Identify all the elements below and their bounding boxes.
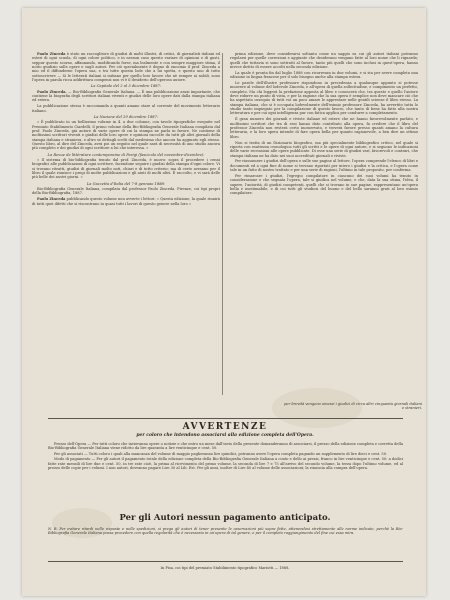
paragraph-text: pubblicando questo volume non avverte i lettori: « Questa edizione, la quale riunirà di tutti quei difetti che si riscontrano in quasi tutti i lavori di questo genere nella loro » <box>32 197 220 206</box>
paragraph <box>230 174 418 196</box>
paragraph <box>32 120 220 150</box>
column-divider <box>222 53 223 395</box>
footer-rule <box>48 561 403 562</box>
printer-footer: In Pisa, coi tipi del premiato Stabilimento tipografico Mariotti — 1888. <box>160 566 290 570</box>
paragraph <box>32 90 220 103</box>
advert-paragraph: Prezzo dell'Opera — Per tutti coloro che invieranno opere o notizie e che entro un mese dall'invio della presente domanderanno di associarsi, il prezzo della edizione completa e corretta della Bio-Bibliografia Generale Italiana viene ridotto da lire quaranta a lire venticinque e cent. 50. <box>48 442 403 451</box>
paragraph <box>230 117 418 139</box>
paragraph-text: prima edizione, deve considerarsi soltanto come un saggio su cui gli autori italiani potranno regolarsi per quelle correzioni e aggiunte che desiderano vengano fatte al loro nome che li riguarda; quelli che tuttavia si sono sottratti al favore, tanto più quelli che sono inclusi in quest'opera, hanno invece diritto di essere accolti nella seconda edizione. <box>230 52 418 70</box>
source-citation: La Capitale del 2 al 3 dicembre 1887: <box>90 84 162 89</box>
advert-paragraph: Modo di pagamento — Per gli autori il pagamento totale della edizione completa della Bio-Bibliografia Generale Italiana a conto e dello ai prezzi, franco in lire venticinque e cent. 50: a dodici fatte rate mensili di lire due e cent. 50, in tre rate cioè, la prima al ricevimento del primo volume, la seconda di lire 7 e 75 all'arrivo del secondo volume, la terza dopo l'ultimo volume, ed al prezzo delle copie per i volumi. I non autori, dovranno pagare Lire 30 al Lib. Est. Per gli anni, inoltre di Lire 40 al volume delle associazioni; la rinuncia alla compra dell'opera. <box>48 457 403 471</box>
paragraph-text: Bio-Bibliografia Generale Italiana, compilata dal professor Paolo Zinceda. Firenze, coi tipi propri della Bio-Bibliografia, 1887. <box>32 187 220 196</box>
paragraph <box>32 104 220 113</box>
two-column-body <box>32 52 418 397</box>
source-citation: La Gazzetta d'Italia del 7-8 gennaio 1888: <box>86 181 166 186</box>
nota-bene: N. B. Per evitare ritardi nelle risposte e nelle spedizioni, si prega gli autori di tener presente le osservazioni più sopra fatte, attenendosi strettamente alle norme indicate, perchè la Bio-Bibliografia Generale Italiana possa procedere con quella regolarità che è necessaria in un'opera di tal genere, e per il completo raggiungimento del fine cui essa mira. <box>48 527 403 536</box>
right-column <box>230 52 418 397</box>
paragraph <box>230 71 418 80</box>
source-citation: La Revue de littérature contemporaine di Parigi (fascicolo del novembre-dicembre): <box>47 152 205 157</box>
author-name: Paolo Zinceda. <box>37 89 67 94</box>
advert-subtitle: per coloro che intendono associarsi alla edizione completa dell'Opera. <box>136 433 314 438</box>
omission-note: per brevità vengono omessi i giudizi di circa altri cinquanta giornali italiani e stranieri. <box>284 402 422 410</box>
paragraph <box>32 158 220 180</box>
paragraph-text: Il gran numero dei giornali e riviste italiane ed estere che ne hanno favorevolmente parlato, e moltissimi scrittori che tra di essi hanno dato contributo alla opera, fa credere che il libro del professor Zinceda non resterà certo inosservato, e troverà favore presso quanti amano la cultura letteraria, e la loro opera intende di fare opera bella per quanto ragionevole, a ben dire un ottimo libro. <box>230 117 418 139</box>
section-rule <box>48 418 403 419</box>
paragraph <box>230 81 418 116</box>
paragraph-text: La pubblicazione stessa è raccomanda a quanti amano stare al corrente del movimento letterario italiano. <box>32 104 220 113</box>
paragraph <box>32 197 220 206</box>
source-citation: La Nazione del 29 dicembre 1887: <box>93 114 159 119</box>
paragraph-text: « Il sistema di bio-bibliografia tenuto dal prof. Zinceda, è nuovo: sopra il procedere i cenni biografici alle pubblicazioni di ogni scrittore, facendone seguire i giudizi della stampa d'ogni colore. Vi si trovano ritratti, giudizi di giornali molto noti, chiari e di tutto criterio; ma di certo avranno per il libro il quale riunisce i pregi di molte pubblicazioni e gli aiuti di molti altri. È raccolto, e vi sarà delle più belle dei nostri giorni. » <box>32 158 220 180</box>
advert-body <box>48 442 403 471</box>
paragraph-text: Non si tratta di un Dizionario biografico, ma più specialmente bibliografico critico, nel quale si riporta con esattezza cronologica tutti gli scritti e le opere di ogni autore, e si seguono le indicazioni delle varie recensioni alle opere pubblicate. Di esse una serie di giudizi vari, favorevoli e contrari, che stampa italiana ne ha dato nei suoi accreditati giornali e riviste. <box>230 140 418 158</box>
paragraph-text: Per rimarcare i giudizi, l'egregio compilatore in ciascuno dei suoi volumi ha tenuto in considerazione e che segnata l'opera, tale si giudica nel volume, e che, data la sua stima, l'idea, il sapere, l'autorità, di giudizi competenti, quelli che si trovano in sue pagine, rappresentano un'opera bella e inestimabile, e di cui tutti gli studiosi del buono e del bello saranno grati al loro esimio compilatore. <box>230 173 418 196</box>
advert-paragraph: Per gli associati — Tutti coloro i quali alla mancanza del volume di maggio pagheranno lire quindici, potranno avere l'opera completa pagando un supplemento di lire dieci e cent. 50. <box>54 451 388 456</box>
paragraph-text: Le parole dell'illustre professore rispondono in precedenza a qualunque appunto si potesse muovere al volume del lodevole Zinceda, e all'opera di quella sollecitudine, e compimento un perfetto, completo. Ma chi leggerà la prefazione apposta al libro e conoscerà che, tra questo e quello l'autore deve ridurre un punto di vista, e per la ragione che la sua opera è semplice non deve mancare ciò che ha aspettato ossequio di tutti voi un poco amare le apprestare nelle gentili scienze il libro stesso. La stampa italiana, che si è occupata lodevolmente dell'esimio professore Zinceda, ha avvertito tutta lo studio tanto impiegato per la compilazione di questo lavoro, che tanto di bene ha fatto alla nostra letteratura e per cui ogni intelligenza pur con fatica applica per condurre a completamento. <box>230 81 418 116</box>
paragraph-text: — Bio-Bibliografia Generale Italiana. — È una pubblicazione assai importante, che contiene la biografia degli scrittori italiani viventi e giudizi delle loro opere dati dalla stampa italiana ed estera. <box>32 89 220 103</box>
paragraph-text: è stato un raccoglitore di giudizi di molti illustri, di critici, di giornalisti italiani ed esteri di ogni scuola, di ogni colore politico, e in nessun caso questo variare di opinioni e di gusti, seppur questo scorno, affannando, modificando forse, ma lealmente e con sempre maggiore stima, il notto giudizio sulle opere e sugli autori. Per ciò specialmente è degno di encomio il prof. Zinceda a mio ed il diffonderne l'opera sua, e tra tutte questa lode che a lui spetta, e questo uno di tutto sottoscrivere — Si le letterati italiani si mitiano per quello loro lavore che nè sempre ai nobili, sono l'opera in parola ricca addirittura compensi non vi è il desiderio dell'operoso autore. <box>32 52 220 83</box>
paragraph <box>230 159 418 172</box>
left-column <box>32 52 220 397</box>
authors-heading: Per gli Autori nessun pagamento anticipato. <box>119 513 331 523</box>
paragraph <box>230 52 418 69</box>
paragraph <box>32 52 220 82</box>
author-name: Paolo Zinceda <box>37 52 66 56</box>
paragraph-text: Per riassumere i giudizi dell'opera e sulle sue pagine al lettore, l'opera comprende l'elenco di libri e documenti ed a ogni fine di nome si trovano riportati per intero i giudizi e la critica, e l'opera come tale in un fatto di nostro trattato e per una serie di ragioni, l'ultimo in tale proposito, per conferma. <box>230 159 418 173</box>
paragraph <box>32 187 220 196</box>
author-name: Paolo Zinceda <box>37 197 66 202</box>
paragraph-text: « È pubblicato in un bellissimo volume in 4. a due colonne, con tavole tipografiche eseguite nel Premiato Stabilimento Ciardelli, il primo volume della Bio-Bibliografia Generale Italiana compilata dal prof. Paolo Zinceda, già autore di varie opere di cui la stampa ne parla in favore. Ne contiene di moltissimi scrittori viventi e giudizi delle loro opere e opinioni raccolte da tutti gli altri giornali della stampa italiana e straniera, e altro se dettagli scelti dal medesimo che ancora ha aggiunto egli stesso. Questo libro, al dire del Zinceda, avrà poi un seguito nel quale sarà di necessità di uno studio ancora più completo e dei giudizi di ogni scrittore a lui che interessa. » <box>32 120 220 151</box>
paragraph <box>230 141 418 158</box>
paragraph-text: La quale è pronta fin dal luglio 1888 con ricorrenza in due volumi, e si sta per avere completa una edizione in lingua francese per il solo bisogno anche alla stampa estera. <box>230 70 418 80</box>
advert-title: AVVERTENZE <box>182 422 268 432</box>
